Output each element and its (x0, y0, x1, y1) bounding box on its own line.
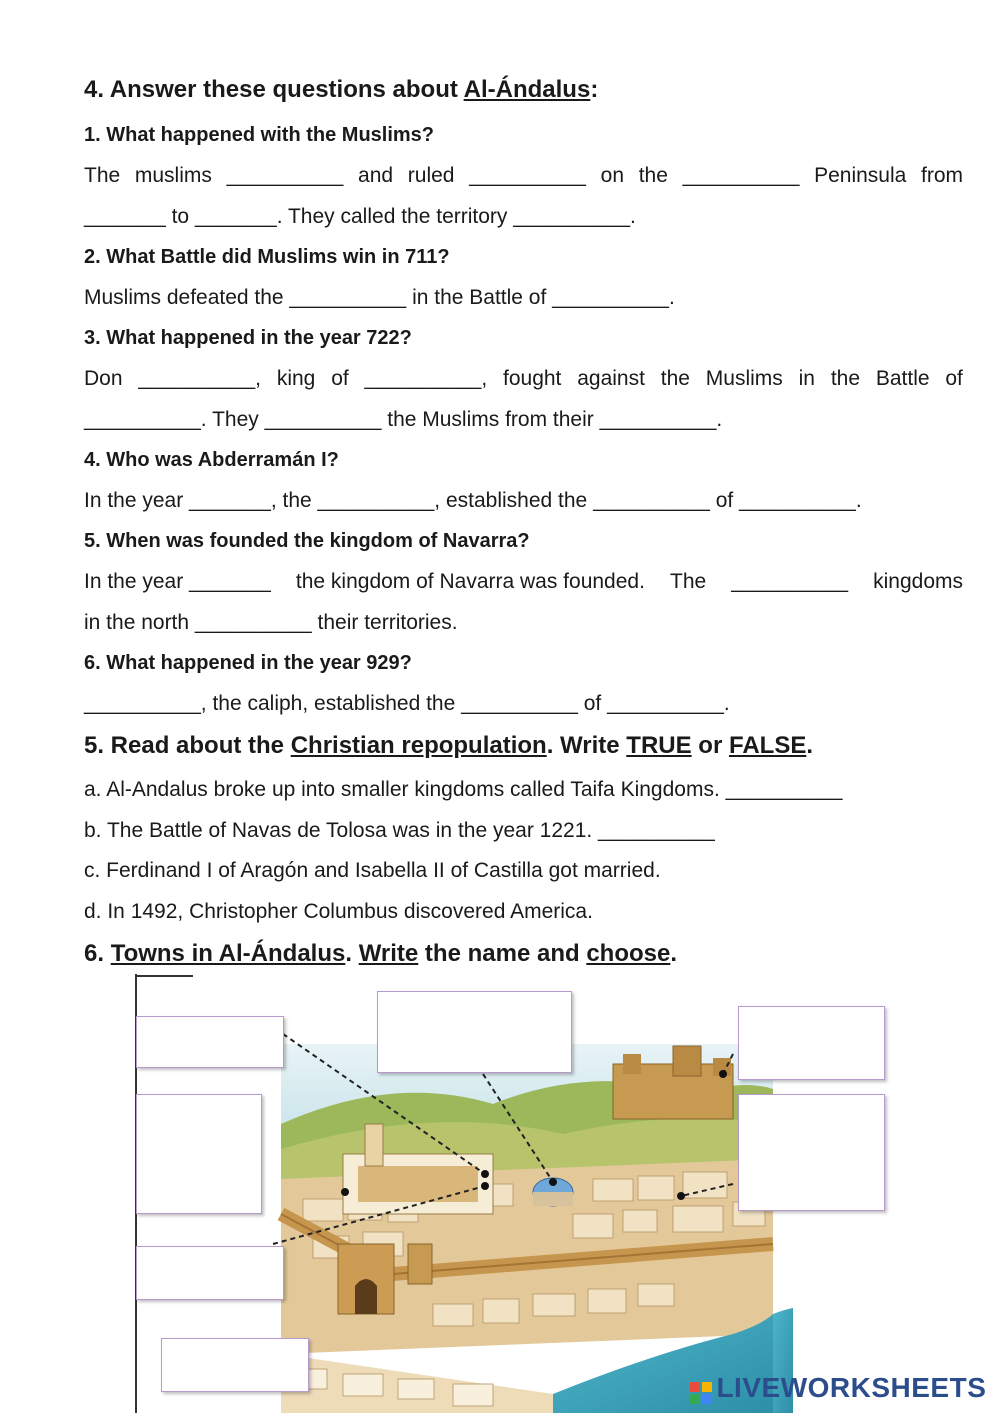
line-word: in (798, 367, 815, 390)
answer-1-line-2: _______ to _______. They called the territory __________. (84, 205, 636, 228)
line-word: the (660, 367, 690, 390)
answer-5-line-1 (84, 570, 963, 594)
section6-heading: 6. Towns in Al-Ándalus. Write the name and choose. (84, 940, 678, 967)
question-3: 3. What happened in the year 722? (84, 327, 412, 349)
answer-1-line-1 (84, 164, 963, 188)
town-answer-box-4[interactable] (136, 1094, 262, 1214)
town-answer-box-3[interactable] (738, 1006, 885, 1080)
statement-d: d. In 1492, Christopher Columbus discovered America. (84, 900, 593, 923)
answer-5-line-2: in the north __________ their territories. (84, 611, 458, 634)
question-1: 1. What happened with the Muslims? (84, 124, 435, 146)
town-answer-box-6[interactable] (136, 1246, 284, 1300)
question-6: 6. What happened in the year 929? (84, 652, 412, 674)
line-word: muslims (134, 164, 212, 187)
line-word: Peninsula (814, 164, 907, 187)
line-word: the (830, 367, 861, 390)
heading-link-al-andalus: Al-Ándalus (463, 76, 591, 103)
line-word: king (276, 367, 316, 390)
line-word: __________, (364, 367, 488, 390)
line-word: and (358, 164, 394, 187)
town-answer-box-7[interactable] (161, 1338, 309, 1392)
line-word: The (670, 570, 707, 593)
line-word: __________, (138, 367, 261, 390)
line-word: against (577, 367, 645, 390)
liveworksheets-logo (690, 1372, 986, 1404)
line-word: In the year _______ (84, 570, 271, 593)
question-2: 2. What Battle did Muslims win in 711? (84, 246, 450, 268)
answer-6-line-1: __________, the caliph, established the __________ of __________. (84, 692, 730, 715)
town-answer-box-5[interactable] (738, 1094, 885, 1211)
line-word: Muslims (705, 367, 783, 390)
line-word: on (600, 164, 625, 187)
line-word: __________ (682, 164, 800, 187)
line-word: fought (503, 367, 562, 390)
line-word: the (638, 164, 668, 187)
line-word: Battle (875, 367, 930, 390)
line-word: __________ (469, 164, 586, 187)
town-answer-box-2[interactable] (377, 991, 572, 1073)
line-word: ruled (407, 164, 455, 187)
line-word: __________ (731, 570, 849, 593)
liveworksheets-logo-icon (690, 1382, 712, 1404)
line-word: of (945, 367, 963, 390)
line-word: from (921, 164, 963, 187)
line-word: Don (84, 367, 123, 390)
line-word: __________ (226, 164, 344, 187)
line-word: The (84, 164, 121, 187)
line-word: the kingdom of Navarra was founded. (295, 570, 645, 593)
answer-3-line-2: __________. They __________ the Muslims from their __________. (84, 408, 723, 431)
question-5: 5. When was founded the kingdom of Navarra? (84, 530, 530, 552)
answer-2-line-1: Muslims defeated the __________ in the Battle of __________. (84, 286, 675, 309)
answer-3-line-1 (84, 367, 963, 391)
statement-c: c. Ferdinand I of Aragón and Isabella II of Castilla got married. (84, 859, 661, 882)
town-answer-box-1[interactable] (136, 1016, 284, 1068)
liveworksheets-logo-text: LIVEWORKSHEETS (716, 1372, 987, 1403)
answer-4-line-1: In the year _______, the __________, established the __________ of __________. (84, 489, 862, 512)
line-word: of (331, 367, 349, 390)
section5-heading: 5. Read about the Christian repopulation. Write TRUE or FALSE. (84, 732, 813, 759)
statement-b: b. The Battle of Navas de Tolosa was in the year 1221. __________ (84, 819, 715, 842)
question-4: 4. Who was Abderramán I? (84, 449, 339, 471)
statement-a: a. Al-Andalus broke up into smaller kingdoms called Taifa Kingdoms. __________ (84, 778, 843, 801)
line-word: kingdoms (873, 570, 963, 593)
section4-heading: 4. Answer these questions about Al-Ándalus: (84, 76, 599, 103)
